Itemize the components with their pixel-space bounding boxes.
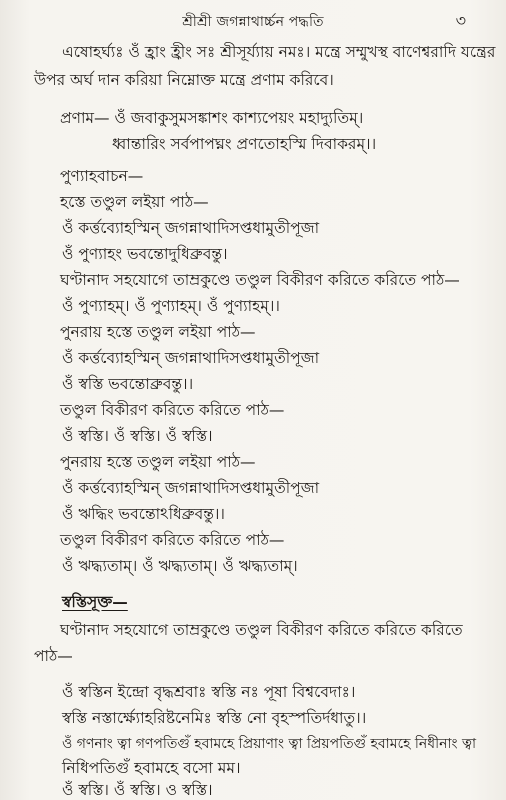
section-heading-punyaha: পুণ্যাহবাচন—	[60, 167, 144, 185]
mantra-line: ওঁ ঋদ্ধ্যতাম্। ওঁ ঋদ্ধ্যতাম্। ওঁ ঋদ্ধ্যতাম্।	[62, 557, 298, 575]
mantra-line: ওঁ স্বস্তিন ইন্দ্রো বৃদ্ধশ্রবাঃ স্বস্তি নঃ পূষা বিশ্ববেদাঃ।	[62, 683, 356, 701]
mantra-line: ওঁ গণনাং ত্বা গণপতিগুঁ হবামহে প্রিয়াণাং ত্বা প্রিয়পতিগুঁ হবামহে নিধীনাং ত্বা	[62, 736, 477, 752]
page-number: ৩	[455, 11, 466, 30]
mantra-line: ওঁ পুণ্যাহং ভবন্তোদুধিব্রুবন্তু।	[62, 245, 228, 263]
page-header	[0, 8, 506, 32]
mantra-line: ওঁ স্বস্তি। ওঁ স্বস্তি। ওঁ স্বস্তি।	[62, 427, 213, 445]
instruction-line: তণ্ডুল বিকীরণ করিতে করিতে পাঠ—	[60, 401, 285, 419]
mantra-line: নিধিপতিগুঁ হবামহে বসো মম।	[62, 759, 241, 777]
text-line: উপর অর্ঘ দান করিয়া নিম্নোক্ত মন্ত্রে প্রণাম করিবে।	[34, 71, 334, 89]
instruction-line: হস্তে তণ্ডুল লইয়া পাঠ—	[60, 193, 209, 211]
instruction-line: তণ্ডুল বিকীরণ করিতে করিতে পাঠ—	[60, 531, 285, 549]
mantra-line: ওঁ ঋদ্ধিং ভবন্তোঽধিব্রুবন্তু।।	[62, 505, 225, 523]
instruction-line: পুনরায় হস্তে তণ্ডুল লইয়া পাঠ—	[60, 323, 256, 341]
instruction-line: ঘণ্টানাদ সহযোগে তাম্রকুণ্ডে তণ্ডুল বিকীরণ করিতে করিতে পাঠ—	[60, 271, 460, 289]
instruction-line: পুনরায় হস্তে তণ্ডুল লইয়া পাঠ—	[60, 453, 256, 471]
instruction-line: পাঠ—	[34, 647, 73, 665]
pranam-line: ধ্বান্তারিং সর্বপাপঘ্নং প্রণতোহস্মি দিবাকরম্।।	[112, 135, 377, 153]
mantra-line: ওঁ স্বস্তি ভবন্তোব্রুবন্তু।।	[62, 375, 194, 393]
instruction-line: ঘণ্টানাদ সহযোগে তাম্রকুণ্ডে তণ্ডুল বিকীরণ করিতে করিতে করিতে	[60, 621, 463, 639]
mantra-line: ওঁ কর্ত্তব্যোহস্মিন্ জগন্নাথাদিসপ্তধামুতীপূজা	[62, 349, 320, 367]
text-line: এষোহর্ঘ্যঃ ওঁ হ্রাং হ্রীং সঃ শ্রীসূর্য্যায় নমঃ। মন্ত্রে সম্মুখস্থ বাণেশ্বরাদি যন্ত্রের	[62, 43, 496, 61]
mantra-line: ওঁ পুণ্যাহম্। ওঁ পুণ্যাহম্। ওঁ পুণ্যাহম্।।	[62, 297, 280, 315]
mantra-line: ওঁ স্বস্তি। ওঁ স্বস্তি। ও স্বস্তি।	[62, 781, 213, 799]
pranam-line: প্রণাম— ওঁ জবাকুসুমসঙ্কাশং কাশ্যপেয়ং মহাদ্যুতিম্।	[60, 109, 364, 127]
section-heading-swastisukta: স্বস্তিসূক্ত—	[62, 593, 128, 611]
mantra-line: স্বস্তি নস্তার্ক্ষ্যোহরিষ্টনেমিঃ স্বস্তি নো বৃহস্পতির্দধাতু।।	[62, 709, 367, 727]
mantra-line: ওঁ কর্ত্তব্যোহস্মিন্ জগন্নাথাদিসপ্তধামুতীপূজা	[62, 219, 320, 237]
running-title: শ্রীশ্রী জগন্নাথার্চ্চন পদ্ধতি	[182, 14, 324, 30]
mantra-line: ওঁ কর্ত্তব্যোহস্মিন্ জগন্নাথাদিসপ্তধামুতীপূজা	[62, 479, 320, 497]
